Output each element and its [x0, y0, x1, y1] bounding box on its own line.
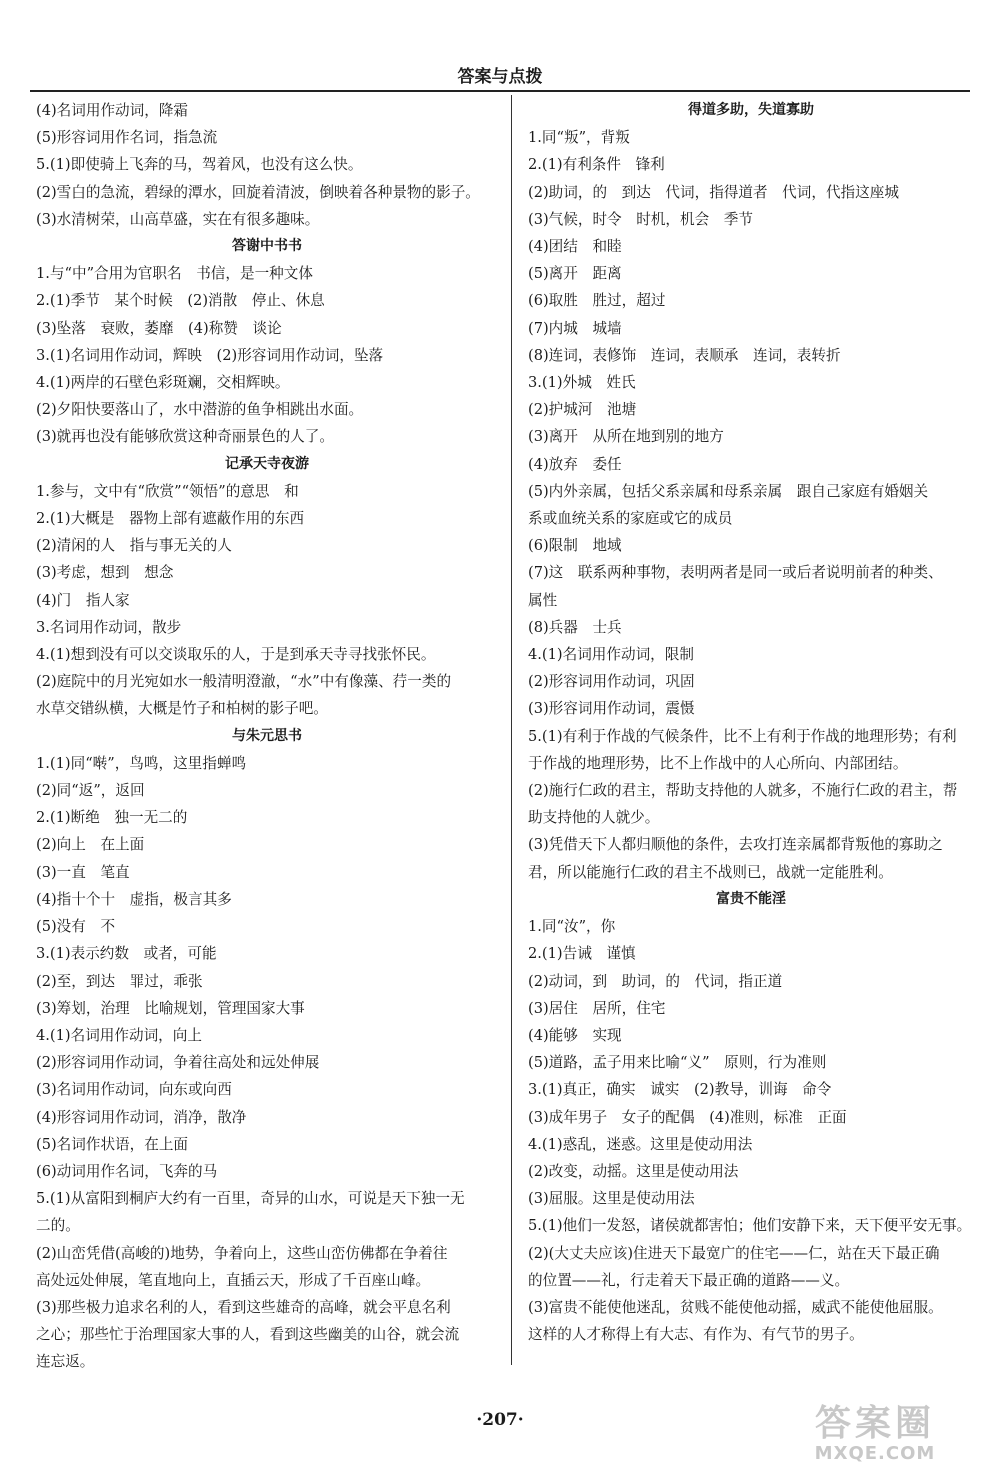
answer-line: (3)考虑，想到 想念	[36, 564, 174, 582]
answer-line: (6)动词用作名词，飞奔的马	[36, 1162, 218, 1180]
answer-line: (3)形容词用作动词，震慑	[528, 700, 695, 718]
answer-line: (5)没有 不	[36, 918, 116, 936]
answer-line: 1.(1)同“啭”，鸟鸣，这里指蝉鸣	[36, 754, 247, 772]
answer-line: 2.(1)季节 某个时候 (2)消散 停止、休息	[36, 292, 325, 310]
answer-line: 5.(1)他们一发怒，诸侯就都害怕；他们安静下来，天下便平安无事。	[528, 1217, 972, 1235]
answer-line: 这样的人才称得上有大志、有作为、有气节的男子。	[528, 1326, 864, 1344]
answer-line: 2.(1)断绝 独一无二的	[36, 809, 188, 827]
answer-line: 高处远处伸展，笔直地向上，直插云天，形成了千百座山峰。	[36, 1271, 431, 1289]
answer-line: (3)气候，时令 时机，机会 季节	[528, 210, 753, 228]
answer-line: (7)内城 城墙	[528, 319, 622, 337]
left-column	[36, 97, 498, 1376]
answer-line: 3.名词用作动词，散步	[36, 618, 182, 636]
answer-line: (2)形容词用作动词，巩固	[528, 673, 695, 691]
answer-line: (4)能够 实现	[528, 1026, 622, 1044]
answer-line: 属性	[528, 591, 558, 609]
answer-line: (4)形容词用作动词，消净，散净	[36, 1108, 247, 1126]
answer-line: 于作战的地理形势，比不上作战中的人心所向、内部团结。	[528, 754, 908, 772]
answer-line: 的位置——礼，行走着天下最正确的道路——义。	[528, 1271, 850, 1289]
answer-line: 4.(1)名词用作动词，限制	[528, 646, 694, 664]
section-title: 与朱元思书	[232, 727, 302, 744]
answer-line: (2)护城河 池塘	[528, 401, 637, 419]
answer-line: (7)这 联系两种事物，表明两者是同一或后者说明前者的种类、	[528, 564, 943, 582]
answer-line: (2)清闲的人 指与事无关的人	[36, 537, 232, 555]
answer-line: (2)改变，动摇。这里是使动用法	[528, 1162, 739, 1180]
answer-line: 3.(1)真正，确实 诚实 (2)教导，训诲 命令	[528, 1081, 832, 1099]
answer-line: 5.(1)即使骑上飞奔的马，驾着风，也没有这么快。	[36, 156, 363, 174]
answer-line: 连忘返。	[36, 1353, 95, 1371]
answer-line: 二的。	[36, 1217, 80, 1235]
answer-line: (5)道路，孟子用来比喻“义” 原则，行为准则	[528, 1054, 827, 1072]
answer-line: (3)筹划，治理 比喻规划，管理国家大事	[36, 999, 305, 1017]
answer-line: (3)一直 笔直	[36, 863, 130, 881]
answer-line: (2)(大丈夫应该)住进天下最宽广的住宅——仁，站在天下最正确	[528, 1244, 940, 1262]
answer-line: (3)那些极力追求名利的人，看到这些雄奇的高峰，就会平息名利	[36, 1298, 451, 1316]
answer-line: (3)富贵不能使他迷乱，贫贱不能使他动摇，威武不能使他屈服。	[528, 1298, 943, 1316]
page-number: ·207·	[476, 1410, 524, 1430]
answer-line: (2)向上 在上面	[36, 836, 145, 854]
answer-line: 1.与“中”合用为官职名 书信，是一种文体	[36, 265, 313, 283]
answer-line: (2)施行仁政的君主，帮助支持他的人就多，不施行仁政的君主，帮	[528, 782, 958, 800]
answer-line: 4.(1)名词用作动词，向上	[36, 1026, 202, 1044]
answer-line: 之心；那些忙于治理国家大事的人，看到这些幽美的山谷，就会流	[36, 1326, 460, 1344]
header-title: 答案与点拨	[457, 67, 543, 87]
answer-line: 3.(1)名词用作动词，辉映 (2)形容词用作动词，坠落	[36, 346, 384, 364]
page-header	[30, 60, 970, 92]
answer-line: (2)同“返”，返回	[36, 782, 145, 800]
answer-line: (2)助词，的 到达 代词，指得道者 代词，代指这座城	[528, 183, 899, 201]
answer-line: 2.(1)大概是 器物上部有遮蔽作用的东西	[36, 510, 305, 528]
answer-line: (4)门 指人家	[36, 591, 130, 609]
answer-line: (3)名词用作动词，向东或向西	[36, 1081, 232, 1099]
answer-line: (2)山峦凭借(高峻的)地势，争着向上，这些山峦仿佛都在争着往	[36, 1244, 448, 1262]
section-title: 答谢中书书	[232, 238, 302, 255]
answer-line: 2.(1)有利条件 锋利	[528, 156, 665, 174]
answer-line: 君，所以能施行仁政的君主不战则已，战就一定能胜利。	[528, 863, 893, 881]
answer-line: (5)形容词用作名词，指急流	[36, 129, 218, 147]
answer-line: (3)离开 从所在地到别的地方	[528, 428, 724, 446]
answer-line: 水草交错纵横，大概是竹子和柏树的影子吧。	[36, 700, 328, 718]
answer-line: (5)内外亲属，包括父系亲属和母系亲属 跟自己家庭有婚姻关	[528, 482, 929, 500]
watermark-text: 答案圈	[814, 1403, 935, 1444]
answer-line: (4)指十个十 虚指，极言其多	[36, 890, 232, 908]
answer-line: (5)名词作状语，在上面	[36, 1135, 189, 1153]
answer-line: 5.(1)从富阳到桐庐大约有一百里，奇异的山水，可说是天下独一无	[36, 1190, 465, 1208]
answer-line: (6)取胜 胜过，超过	[528, 292, 666, 310]
answer-line: (2)形容词用作动词，争着往高处和远处伸展	[36, 1054, 320, 1072]
answer-line: 1.参与，文中有“欣赏”“领悟”的意思 和	[36, 482, 299, 500]
answer-line: (2)至，到达 罪过，乖张	[36, 972, 203, 990]
answer-line: (3)居住 居所，住宅	[528, 999, 666, 1017]
answer-line: 系或血统关系的家庭或它的成员	[528, 510, 733, 528]
watermark-url: MXQE.COM	[814, 1443, 936, 1464]
answer-line: (2)庭院中的月光宛如水一般清明澄澈，“水”中有像藻、荇一类的	[36, 673, 452, 691]
answer-line: 2.(1)告诫 谨慎	[528, 945, 636, 963]
answer-line: 3.(1)外城 姓氏	[528, 374, 636, 392]
answer-line: 4.(1)两岸的石壁色彩斑斓，交相辉映。	[36, 374, 290, 392]
answer-line: 1.同“叛”，背叛	[528, 129, 630, 147]
section-title: 富贵不能淫	[716, 890, 786, 907]
answer-line: (3)凭借天下人都归顺他的条件，去攻打连亲属都背叛他的寡助之	[528, 836, 943, 854]
answer-line: (6)限制 地域	[528, 537, 622, 555]
answer-line: (2)雪白的急流，碧绿的潭水，回旋着清波，倒映着各种景物的影子。	[36, 183, 480, 201]
answer-line: (5)离开 距离	[528, 265, 622, 283]
answer-line: (8)连词，表修饰 连词，表顺承 连词，表转折	[528, 346, 841, 364]
answer-line: 5.(1)有利于作战的气候条件，比不上有利于作战的地理形势；有利	[528, 727, 957, 745]
right-column	[528, 97, 974, 1348]
answer-line: (4)名词用作动词，降霜	[36, 102, 189, 119]
answer-line: (3)就再也没有能够欣赏这种奇丽景色的人了。	[36, 428, 334, 446]
answer-line: (4)放弃 委任	[528, 455, 622, 473]
answer-line: (4)团结 和睦	[528, 238, 622, 256]
answer-line: (3)水清树荣，山高草盛，实在有很多趣味。	[36, 210, 320, 228]
answer-line: (3)成年男子 女子的配偶 (4)准则，标准 正面	[528, 1108, 847, 1126]
answer-line: (3)屈服。这里是使动用法	[528, 1190, 695, 1208]
watermark-logo	[790, 1405, 960, 1465]
answer-line: 4.(1)惑乱，迷惑。这里是使动用法	[528, 1135, 753, 1153]
answer-line: (2)动词，到 助词，的 代词，指正道	[528, 972, 783, 990]
column-divider	[511, 95, 512, 1365]
section-title: 记承天寺夜游	[225, 455, 309, 472]
answer-line: 4.(1)想到没有可以交谈取乐的人，于是到承天寺寻找张怀民。	[36, 646, 436, 664]
answer-line: (8)兵器 士兵	[528, 618, 622, 636]
answer-line: (2)夕阳快要落山了，水中潜游的鱼争相跳出水面。	[36, 401, 364, 419]
answer-line: 3.(1)表示约数 或者，可能	[36, 945, 217, 963]
answer-line: 1.同“汝”，你	[528, 918, 616, 936]
answer-line: 助支持他的人就少。	[528, 809, 660, 827]
answer-line: (3)坠落 衰败，萎靡 (4)称赞 谈论	[36, 319, 282, 337]
section-title: 得道多助，失道寡助	[688, 102, 814, 118]
